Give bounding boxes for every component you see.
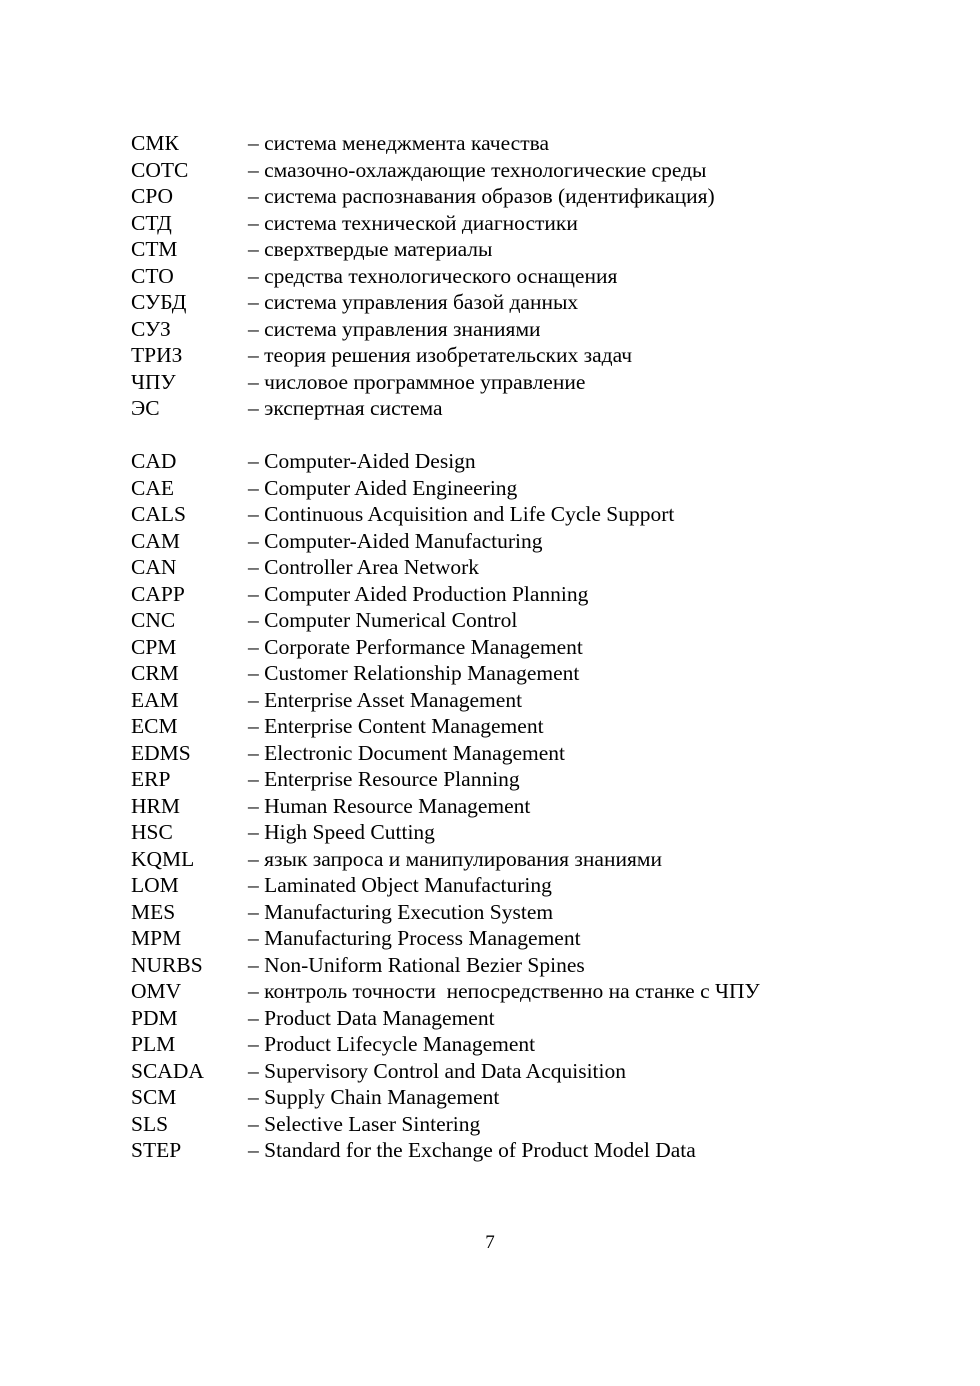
abbreviation-definition: – Standard for the Exchange of Product Model Data xyxy=(248,1138,696,1162)
abbreviation-row xyxy=(131,1111,851,1138)
abbreviation-definition: – Computer Numerical Control xyxy=(248,608,518,632)
abbreviation-definition: – система управления знаниями xyxy=(248,316,541,341)
abbreviation-definition: – Controller Area Network xyxy=(248,555,480,579)
abbreviation-definition: – Computer Aided Engineering xyxy=(248,475,518,500)
abbreviation-term: СТО xyxy=(131,263,174,288)
abbreviation-definition: – Supply Chain Management xyxy=(248,1085,500,1109)
abbreviation-definition: – система управления базой данных xyxy=(248,290,579,314)
abbreviation-row xyxy=(131,899,851,926)
abbreviation-definition: – числовое программное управление xyxy=(248,369,586,394)
abbreviation-row xyxy=(131,581,851,608)
abbreviation-row xyxy=(131,634,851,661)
abbreviation-term: ERP xyxy=(131,767,171,791)
abbreviation-row xyxy=(131,475,851,502)
abbreviation-term: СТМ xyxy=(131,237,178,261)
abbreviation-term: LOM xyxy=(131,873,179,897)
abbreviation-list-russian xyxy=(131,130,851,422)
abbreviation-term: CNC xyxy=(131,608,176,632)
abbreviation-definition: – Product Data Management xyxy=(248,1005,495,1030)
abbreviation-term: CAM xyxy=(131,528,180,553)
abbreviation-definition: – контроль точности непосредственно на станке с ЧПУ xyxy=(248,979,760,1003)
abbreviation-definition: – Product Lifecycle Management xyxy=(248,1032,536,1056)
abbreviation-row xyxy=(131,316,851,343)
abbreviation-row xyxy=(131,846,851,873)
abbreviation-term: STEP xyxy=(131,1138,182,1162)
abbreviation-row xyxy=(131,793,851,820)
abbreviation-definition: – Computer-Aided Design xyxy=(248,449,476,473)
abbreviation-term: KQML xyxy=(131,846,195,871)
abbreviation-definition: – Computer-Aided Manufacturing xyxy=(248,528,543,553)
abbreviation-term: CAPP xyxy=(131,581,185,606)
abbreviation-row xyxy=(131,766,851,793)
abbreviation-term: СУБД xyxy=(131,290,187,314)
abbreviation-row xyxy=(131,872,851,899)
abbreviation-row xyxy=(131,1005,851,1032)
abbreviation-term: SCM xyxy=(131,1085,177,1109)
abbreviation-row xyxy=(131,210,851,237)
abbreviation-row xyxy=(131,1137,851,1164)
abbreviation-definition: – система технической диагностики xyxy=(248,210,578,235)
abbreviation-definition: – Laminated Object Manufacturing xyxy=(248,873,552,897)
abbreviation-row xyxy=(131,342,851,369)
abbreviation-definition: – Enterprise Asset Management xyxy=(248,687,523,712)
abbreviation-definition: – средства технологического оснащения xyxy=(248,263,618,288)
abbreviation-row xyxy=(131,819,851,846)
abbreviation-definition: – Corporate Performance Management xyxy=(248,634,583,659)
abbreviation-row xyxy=(131,1084,851,1111)
abbreviation-row xyxy=(131,528,851,555)
abbreviation-definition: – сверхтвердые материалы xyxy=(248,237,493,261)
abbreviation-row xyxy=(131,448,851,475)
abbreviation-term: OMV xyxy=(131,979,182,1003)
abbreviation-row xyxy=(131,660,851,687)
abbreviation-definition: – экспертная система xyxy=(248,396,443,420)
abbreviation-term: ЭС xyxy=(131,396,160,420)
abbreviation-row xyxy=(131,687,851,714)
abbreviation-definition: – Computer Aided Production Planning xyxy=(248,581,589,606)
abbreviation-definition: – Customer Relationship Management xyxy=(248,661,580,685)
abbreviation-definition: – система распознавания образов (идентификация) xyxy=(248,184,715,208)
abbreviation-definition: – High Speed Cutting xyxy=(248,820,435,844)
abbreviation-definition: – Electronic Document Management xyxy=(248,740,566,765)
abbreviation-row xyxy=(131,289,851,316)
abbreviation-term: NURBS xyxy=(131,952,203,977)
abbreviation-term: MPM xyxy=(131,926,182,950)
abbreviation-term: СУЗ xyxy=(131,316,171,341)
abbreviation-term: ЧПУ xyxy=(131,369,176,394)
abbreviation-definition: – Manufacturing Execution System xyxy=(248,899,554,924)
abbreviation-term: CAN xyxy=(131,555,177,579)
abbreviation-row xyxy=(131,554,851,581)
abbreviation-row xyxy=(131,952,851,979)
abbreviation-definition: – Enterprise Content Management xyxy=(248,714,544,738)
abbreviation-term: PLM xyxy=(131,1032,176,1056)
abbreviation-term: ТРИЗ xyxy=(131,343,183,367)
abbreviation-row xyxy=(131,1031,851,1058)
abbreviation-row xyxy=(131,925,851,952)
abbreviation-definition: – Human Resource Management xyxy=(248,793,531,818)
abbreviation-definition: – система менеджмента качества xyxy=(248,131,550,155)
page-number: 7 xyxy=(485,1232,495,1253)
abbreviation-term: CAE xyxy=(131,475,174,500)
abbreviation-definition: – Supervisory Control and Data Acquisition xyxy=(248,1058,627,1083)
abbreviation-row xyxy=(131,501,851,528)
abbreviation-term: CRM xyxy=(131,661,179,685)
abbreviation-row xyxy=(131,395,851,422)
abbreviation-row xyxy=(131,1058,851,1085)
abbreviation-row xyxy=(131,978,851,1005)
abbreviation-row xyxy=(131,607,851,634)
abbreviation-term: PDM xyxy=(131,1005,178,1030)
abbreviation-row xyxy=(131,713,851,740)
abbreviation-definition: – Selective Laser Sintering xyxy=(248,1111,481,1136)
abbreviation-definition: – смазочно-охлаждающие технологические среды xyxy=(248,157,707,182)
abbreviation-row xyxy=(131,236,851,263)
abbreviation-term: СРО xyxy=(131,184,174,208)
abbreviation-term: EDMS xyxy=(131,740,191,765)
abbreviation-term: HRM xyxy=(131,793,180,818)
abbreviation-term: СМК xyxy=(131,131,179,155)
abbreviation-term: CAD xyxy=(131,449,177,473)
abbreviation-row xyxy=(131,157,851,184)
abbreviation-term: CALS xyxy=(131,502,186,526)
abbreviation-definition: – Non-Uniform Rational Bezier Spines xyxy=(248,952,585,977)
abbreviation-term: SLS xyxy=(131,1111,169,1136)
abbreviation-term: СОТС xyxy=(131,157,189,182)
abbreviation-definition: – теория решения изобретательских задач xyxy=(248,343,633,367)
abbreviation-row xyxy=(131,740,851,767)
abbreviation-term: CPM xyxy=(131,634,177,659)
abbreviation-term: MES xyxy=(131,899,176,924)
abbreviation-term: EAM xyxy=(131,687,179,712)
abbreviation-definition: – Manufacturing Process Management xyxy=(248,926,581,950)
abbreviation-row xyxy=(131,183,851,210)
abbreviation-row xyxy=(131,369,851,396)
abbreviation-term: SCADA xyxy=(131,1058,204,1083)
abbreviation-row xyxy=(131,263,851,290)
abbreviation-definition: – язык запроса и манипулирования знаниями xyxy=(248,846,662,871)
abbreviation-term: ECM xyxy=(131,714,178,738)
abbreviation-term: СТД xyxy=(131,210,172,235)
abbreviation-definition: – Enterprise Resource Planning xyxy=(248,767,520,791)
abbreviation-list-english xyxy=(131,448,851,1164)
abbreviation-definition: – Continuous Acquisition and Life Cycle Support xyxy=(248,502,675,526)
abbreviation-row xyxy=(131,130,851,157)
abbreviation-term: HSC xyxy=(131,820,173,844)
